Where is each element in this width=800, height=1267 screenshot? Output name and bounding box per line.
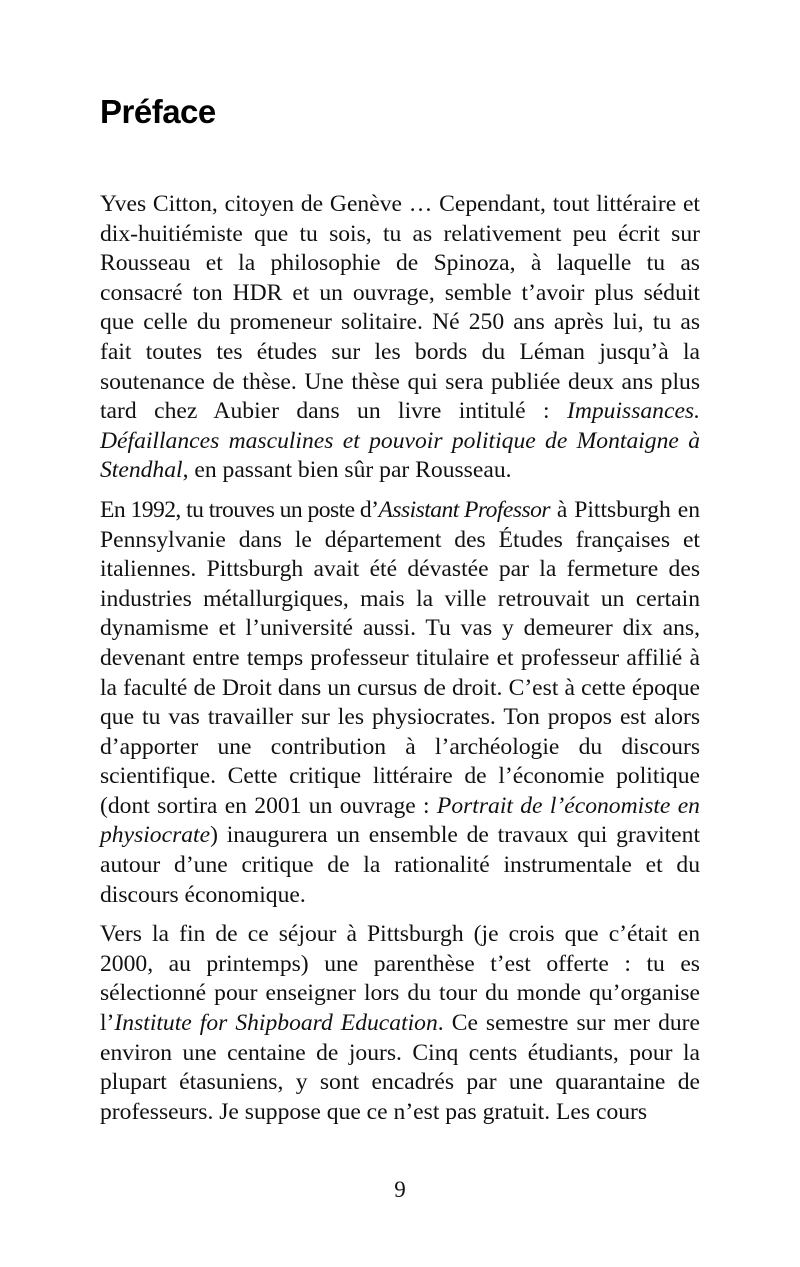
chapter-heading: Préface <box>100 93 216 130</box>
paragraph-2-text: à Pittsburgh en Pennsylvanie dans le département des Études françaises et italiennes. Pittsburgh avait été dévastée par la fermeture des industries métallurgiques, mais la ville retrouvait un certain dynamisme et l’université aussi. Tu vas y demeurer dix ans, devenant entre temps professeur titulaire et professeur affilié à la faculté de Droit dans un cursus de droit. C’est à cette époque que tu vas travailler sur les physiocrates. Ton propos est alors d’apporter une contribution à l’archéologie du discours scientifique. Cette critique littéraire de l’économie politique (dont sortira en 2001 un ouvrage : <box>100 496 700 819</box>
paragraph-1 <box>100 190 700 486</box>
paragraph-2-job-title: Assistant Professor <box>378 496 550 523</box>
paragraph-1-book-title: Impuissances. Défaillances masculines et pouvoir politique de Montaigne à Stendhal <box>100 398 700 484</box>
paragraph-3-tail: . Ce semestre sur mer dure environ une centaine de jours. Cinq cents étudiants, pour la plupart étasuniens, y sont encadrés par une quarantaine de professeurs. Je suppose que ce n’est pas gratuit. Les cours <box>100 1010 700 1125</box>
paragraph-2-book-title: Portrait de l’économiste en physiocrate <box>100 792 700 849</box>
paragraph-1-tail: , en passant bien sûr par Rousseau. <box>182 457 512 484</box>
paragraph-2 <box>100 496 700 910</box>
body-text <box>100 190 700 1137</box>
paragraph-2-lead: En 1992, tu trouves un poste d’ <box>100 496 379 523</box>
paragraph-1-text: Yves Citton, citoyen de Genève … Cependant, tout littéraire et dix-huitiémiste que tu sois, tu as relativement peu écrit sur Rousseau et la philosophie de Spinoza, à laquelle tu as consacré ton HDR et un ouvrage, semble t’avoir plus séduit que celle du promeneur solitaire. Né 250 ans après lui, tu as fait toutes tes études sur les bords du Léman jusqu’à la soutenance de thèse. Une thèse qui sera publiée deux ans plus tard chez Aubier dans un livre intitulé : <box>100 191 700 425</box>
paragraph-2-tail: ) inaugurera un ensemble de travaux qui gravitent autour d’une critique de la rationalité instrumentale et du discours économique. <box>100 822 700 908</box>
page-number: 9 <box>394 1177 406 1202</box>
paragraph-3-text: Vers la fin de ce séjour à Pittsburgh (je crois que c’était en 2000, au printemps) une parenthèse t’est offerte : tu es sélectionné pour enseigner lors du tour du monde qu’organise l’ <box>100 921 700 1037</box>
paragraph-3 <box>100 920 700 1127</box>
paragraph-3-institute-name: Institute for Shipboard Education <box>114 1010 438 1037</box>
